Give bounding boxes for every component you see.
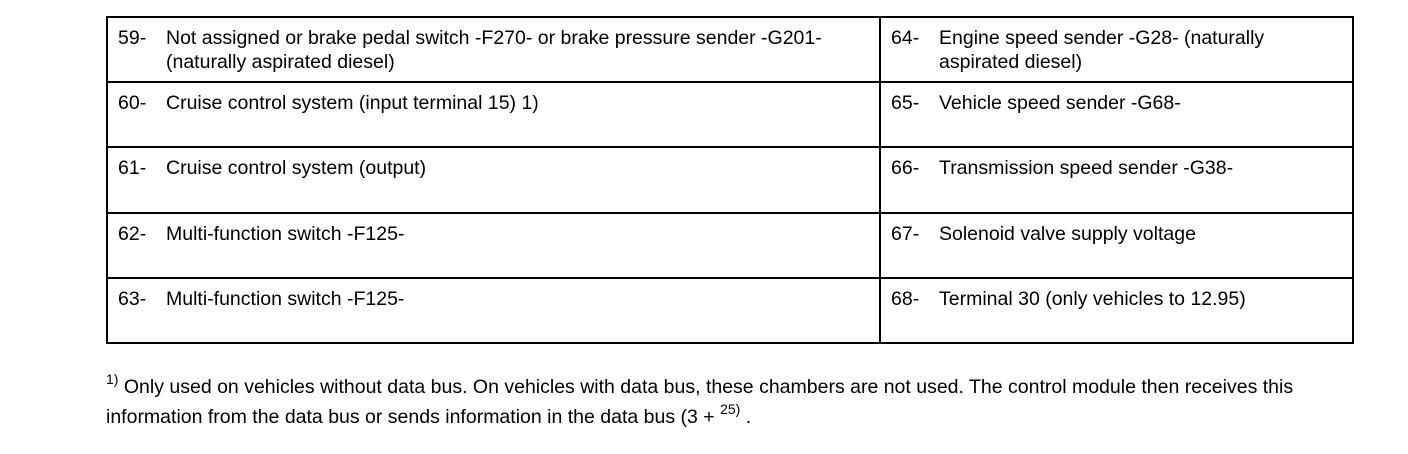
pin-description: Terminal 30 (only vehicles to 12.95) [939,287,1246,310]
pin-description: Not assigned or brake pedal switch -F270- or brake pressure sender -G201- (naturally aspirated diesel) [166,27,822,73]
footnote [106,372,1356,432]
table-cell [107,213,880,278]
table-row [107,147,1353,212]
pin-number: 59- [118,27,147,49]
pin-description: Multi-function switch -F125- [166,222,405,245]
table-cell [107,82,880,147]
table-cell [880,82,1353,147]
pin-description: Cruise control system (output) [166,157,427,180]
pin-number: 65- [891,92,920,115]
pin-number: 63- [118,287,147,310]
pin-number: 62- [118,222,147,245]
table-row [107,213,1353,278]
pin-description: Transmission speed sender -G38- [939,157,1234,180]
footnote-text: Only used on vehicles without data bus. On vehicles with data bus, these chambers are not used. The control module then receives this information from the data bus or sends information in the data bus (3 + [106,376,1294,428]
pin-description: Solenoid valve supply voltage [939,222,1196,245]
table-cell [880,213,1353,278]
footnote-reference: 25) [720,400,741,417]
pin-description: Multi-function switch -F125- [166,287,405,310]
table-cell [107,147,880,212]
pin-number: 61- [118,157,147,180]
pin-number: 64- [891,27,920,49]
pin-number: 67- [891,222,920,245]
table-row [107,278,1353,343]
table-cell [880,278,1353,343]
pin-number: 68- [891,287,920,310]
table-cell [880,147,1353,212]
pin-assignment-table [106,16,1354,344]
table-row [107,17,1353,82]
pin-description: Engine speed sender -G28- (naturally aspirated diesel) [939,27,1265,73]
pin-number: 60- [118,92,147,115]
table-row [107,82,1353,147]
table-cell [880,17,1353,82]
footnote-marker: 1) [106,370,119,387]
pin-description: Cruise control system (input terminal 15) 1) [166,92,539,115]
pin-number: 66- [891,157,920,180]
pin-description: Vehicle speed sender -G68- [939,92,1181,115]
table-cell [107,17,880,82]
footnote-end: . [740,406,752,428]
table-cell [107,278,880,343]
